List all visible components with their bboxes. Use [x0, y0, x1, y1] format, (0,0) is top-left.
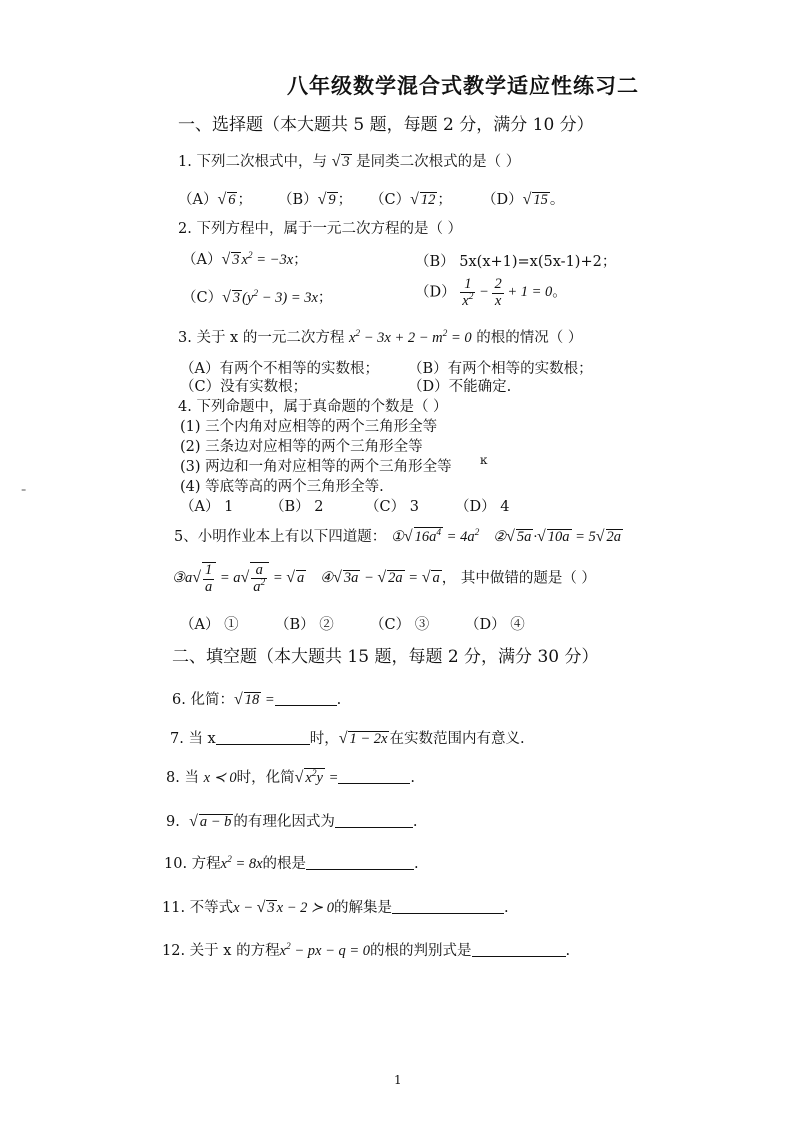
question-3-option-d: （D）不能确定. — [408, 379, 512, 395]
question-3-option-a: （A）有两个不相等的实数根； — [180, 361, 379, 377]
question-5-stem: 5、小明作业本上有以下四道题： ①√ $16a^4 = 4a^2$ ②√ 5a ·√ 10a = 5√ 2a — [174, 528, 622, 545]
answer-blank-8 — [338, 769, 410, 785]
section-2-heading: 二、填空题（本大题共 15 题，每题 2 分，满分 30 分） — [172, 647, 599, 667]
question-3-stem: 3. 关于 x 的一元二次方程 $x^2 - 3x + 2 - m^2 = 0$ 的根的情况（ ） — [178, 329, 583, 346]
question-8: 8. 当 x ≺ 0时，化简√ $x^2y$ = . — [166, 769, 416, 786]
question-1-option-b: （B）√ 9 ； — [278, 191, 353, 208]
question-9: 9. √ a − b 的有理化因式为 . — [166, 813, 418, 830]
question-5-option-a: （A） ① — [180, 617, 239, 633]
q1-stem-b: 是同类二次根式的是（ ） — [356, 154, 521, 170]
page-title: 八年级数学混合式教学适应性练习二 — [287, 73, 639, 98]
handwritten-mark: ĸ — [480, 453, 488, 467]
answer-blank-7 — [216, 730, 310, 746]
math-sqrt3: √ 3 — [331, 153, 350, 170]
answer-blank-12 — [472, 942, 566, 958]
question-12: 12. 关于 x 的方程$x^2$ − px − q = 0的根的判别式是 . — [162, 942, 571, 959]
question-2-stem: 2. 下列方程中，属于一元二次方程的是（ ） — [178, 221, 463, 237]
answer-blank-6 — [275, 691, 337, 707]
question-1-option-d: （D）√ 15 。 — [482, 191, 565, 208]
question-4-statement-3: (3) 两边和一角对应相等的两个三角形全等 — [180, 459, 452, 475]
question-7: 7. 当 x 时，√ 1 − 2x 在实数范围内有意义. — [170, 730, 525, 747]
question-5-option-c: （C） ③ — [370, 617, 430, 633]
question-10: 10. 方程$x^2 = 8x$的根是 . — [164, 855, 419, 872]
question-5-items: ③a√ $\frac{1}{a}$ = a√ $\frac{a}{a^2}$ = √ a ④√ 3a − √ 2a = √ a ， 其中做错的题是（ ） — [172, 562, 596, 596]
question-2-option-d: （D） $\frac{1}{x^2}$ − $\frac{2}{x}$ + 1 = 0。 — [415, 276, 567, 310]
question-6: 6. 化简：√ 18 = . — [172, 691, 342, 708]
question-4-statement-4: (4) 等底等高的两个三角形全等. — [180, 479, 384, 495]
question-2-option-c: （C）√ 3 $(y^2 - 3) = 3x$； — [182, 289, 333, 306]
question-4-option-b: （B） 2 — [270, 499, 324, 515]
question-4-statement-2: (2) 三条边对应相等的两个三角形全等 — [180, 439, 423, 455]
question-2-option-a: （A）√ 3 $x^2 = -3x$； — [182, 251, 308, 268]
q1-stem-a: 1. 下列二次根式中，与 — [178, 154, 327, 170]
question-5-option-b: （B） ② — [275, 617, 334, 633]
question-2-option-b: （B） 5x(x+1)=x(5x-1)+2； — [415, 254, 617, 270]
question-4-option-d: （D） 4 — [455, 499, 510, 515]
answer-blank-9 — [335, 813, 413, 829]
question-1-stem — [178, 150, 520, 171]
question-5-option-d: （D） ④ — [465, 617, 525, 633]
answer-blank-10 — [306, 855, 414, 871]
question-4-statement-1: (1) 三个内角对应相等的两个三角形全等 — [180, 419, 438, 435]
answer-blank-11 — [392, 899, 504, 915]
margin-mark: ⁼ — [21, 487, 27, 498]
section-1-heading: 一、选择题（本大题共 5 题，每题 2 分，满分 10 分） — [178, 115, 594, 135]
page-number: 1 — [394, 1073, 402, 1087]
question-4-stem: 4. 下列命题中，属于真命题的个数是（ ） — [178, 399, 448, 415]
question-4-option-a: （A） 1 — [180, 499, 234, 515]
question-1-option-c: （C）√ 12 ； — [370, 191, 452, 208]
question-1-option-a: （A）√ 6 ； — [178, 191, 252, 208]
question-3-option-b: （B）有两个相等的实数根； — [408, 361, 593, 377]
question-3-option-c: （C）没有实数根； — [180, 379, 308, 395]
question-11: 11. 不等式x − √ 3 x − 2 ≻ 0的解集是 . — [162, 899, 509, 916]
question-4-option-c: （C） 3 — [365, 499, 419, 515]
